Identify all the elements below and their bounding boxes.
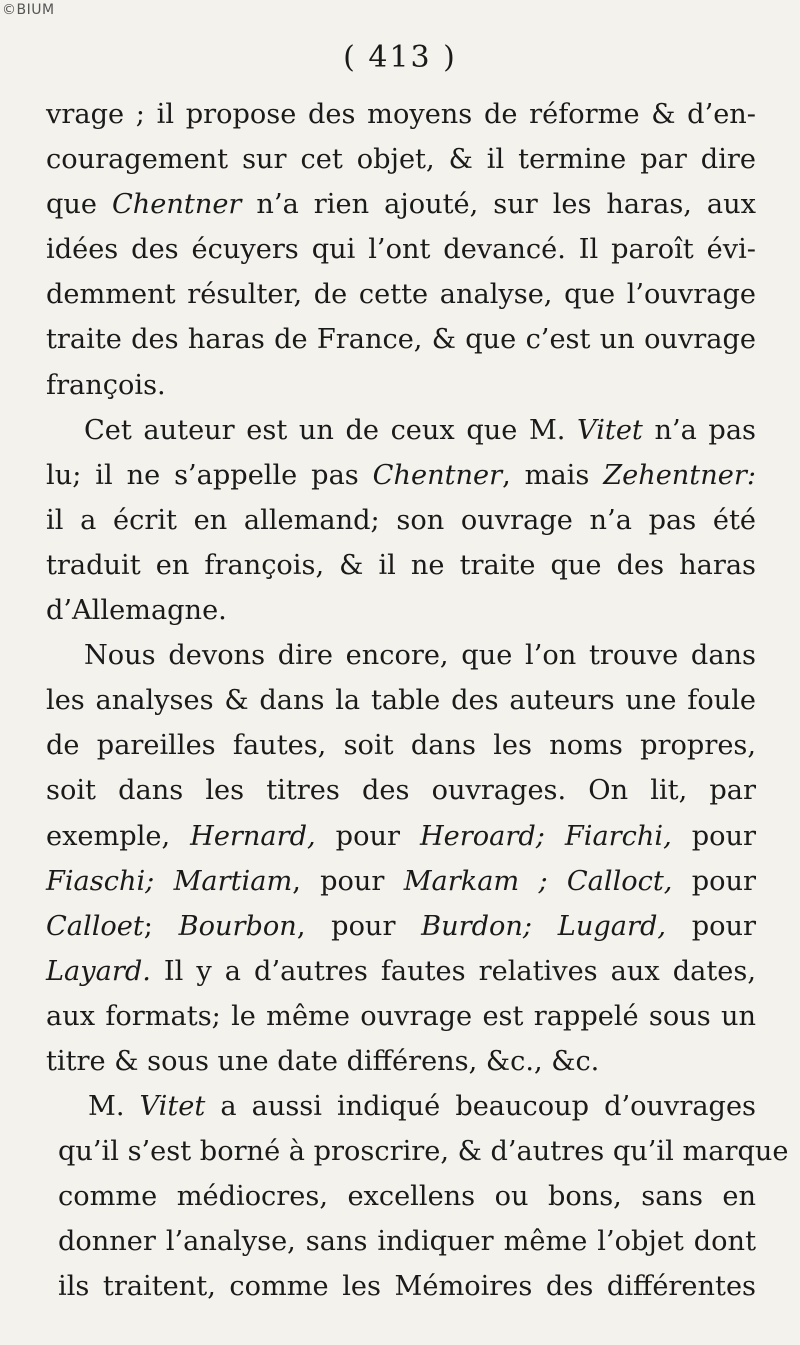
text-run: demment résulter, de cette analyse, que l’ouvrage: [46, 279, 756, 311]
paragraph: [46, 633, 756, 1084]
text-run: n’a rien ajouté, sur les haras, aux: [241, 189, 756, 221]
text-run: pour: [666, 910, 756, 942]
text-line: [46, 768, 756, 813]
italic-run: Bourbon: [178, 910, 297, 942]
text-line: [46, 633, 756, 678]
text-line: [46, 904, 756, 949]
italic-run: Layard.: [46, 955, 151, 987]
paragraph: [46, 408, 756, 633]
text-run: traite des haras de France, & que c’est un ouvrage: [46, 324, 756, 356]
text-line: [46, 1219, 756, 1264]
text-run: qu’il s’est borné à proscrire, & d’autres qu’il marque: [58, 1136, 789, 1168]
text-run: Cet auteur est un de ceux que M.: [84, 414, 578, 446]
text-run: ils traitent, comme les Mémoires des différentes: [58, 1271, 756, 1303]
text-line: [46, 1084, 756, 1129]
text-run: il a écrit en allemand; son ouvrage n’a pas été: [46, 504, 756, 536]
text-line: [46, 1174, 756, 1219]
paragraph: [46, 1084, 789, 1309]
text-line: [46, 994, 756, 1039]
text-run: d’Allemagne.: [46, 595, 227, 627]
italic-run: Vitet: [577, 414, 643, 446]
text-line: [46, 317, 756, 362]
text-run: vrage ; il propose des moyens de réforme & d’en-: [46, 99, 756, 130]
text-run: de pareilles fautes, soit dans les noms propres,: [46, 730, 756, 762]
text-line: [46, 588, 756, 633]
text-run: comme médiocres, excellens ou bons, sans en: [58, 1181, 756, 1213]
text-run: traduit en françois, & il ne traite que des haras: [46, 549, 756, 581]
text-run: pour: [315, 820, 420, 852]
text-run: lu; il ne s’appelle pas: [46, 459, 373, 491]
text-run: , pour: [296, 910, 422, 942]
italic-run: Vitet: [139, 1091, 206, 1123]
text-run: titre & sous une date différens, &c., &c.: [46, 1045, 600, 1077]
text-run: , mais: [502, 459, 604, 491]
text-run: les analyses & dans la table des auteurs une foule: [46, 685, 756, 717]
text-run: donner l’analyse, sans indiquer même l’objet dont: [58, 1226, 756, 1258]
text-run: soit dans les titres des ouvrages. On lit, par: [46, 775, 756, 807]
italic-run: Fiaschi; Martiam: [46, 865, 293, 897]
text-run: exemple,: [46, 820, 191, 852]
text-line: [46, 1129, 789, 1174]
text-line: [46, 949, 756, 994]
text-run: Il y a d’autres fautes relatives aux dates,: [150, 955, 756, 987]
text-line: [46, 272, 756, 317]
text-run: pour: [671, 820, 757, 852]
text-line: [46, 182, 756, 227]
text-run: M.: [88, 1091, 140, 1123]
text-run: a aussi indiqué beaucoup d’ouvrages: [205, 1091, 757, 1123]
italic-run: Heroard; Fiarchi,: [419, 820, 672, 852]
text-line: [46, 137, 756, 182]
italic-run: Chentner: [112, 189, 242, 221]
italic-run: Calloet: [46, 910, 144, 942]
text-line: [46, 1264, 756, 1309]
text-run: pour: [672, 865, 756, 897]
text-line: [46, 92, 756, 137]
watermark: ©BIUM: [2, 2, 55, 18]
italic-run: Chentner: [372, 459, 503, 491]
text-run: ;: [143, 910, 179, 942]
text-line: [46, 408, 756, 453]
italic-run: Hernard,: [190, 820, 316, 852]
text-line: [46, 859, 756, 904]
text-line: [46, 498, 756, 543]
text-run: couragement sur cet objet, & il termine par dire: [46, 144, 756, 176]
italic-run: Markam ; Calloct,: [403, 865, 673, 897]
text-line: [46, 227, 756, 272]
italic-run: Burdon; Lugard,: [421, 910, 667, 942]
text-line: [46, 363, 756, 408]
text-run: , pour: [292, 865, 404, 897]
italic-run: Zehentner:: [603, 459, 756, 491]
text-run: françois.: [46, 369, 166, 401]
text-run: aux formats; le même ouvrage est rappelé sous un: [46, 1000, 756, 1032]
text-line: [46, 1039, 756, 1084]
text-run: idées des écuyers qui l’ont devancé. Il paroît évi-: [46, 234, 756, 266]
text-line: [46, 678, 756, 723]
page-number: ( 413 ): [343, 40, 457, 75]
text-line: [46, 543, 756, 588]
paragraph: [46, 92, 756, 408]
text-line: [46, 723, 756, 768]
page-text: [46, 92, 789, 1310]
text-line: [46, 814, 756, 859]
text-line: [46, 453, 756, 498]
text-run: Nous devons dire encore, que l’on trouve dans: [84, 640, 756, 672]
text-run: n’a pas: [642, 414, 756, 446]
text-run: que: [46, 189, 112, 221]
